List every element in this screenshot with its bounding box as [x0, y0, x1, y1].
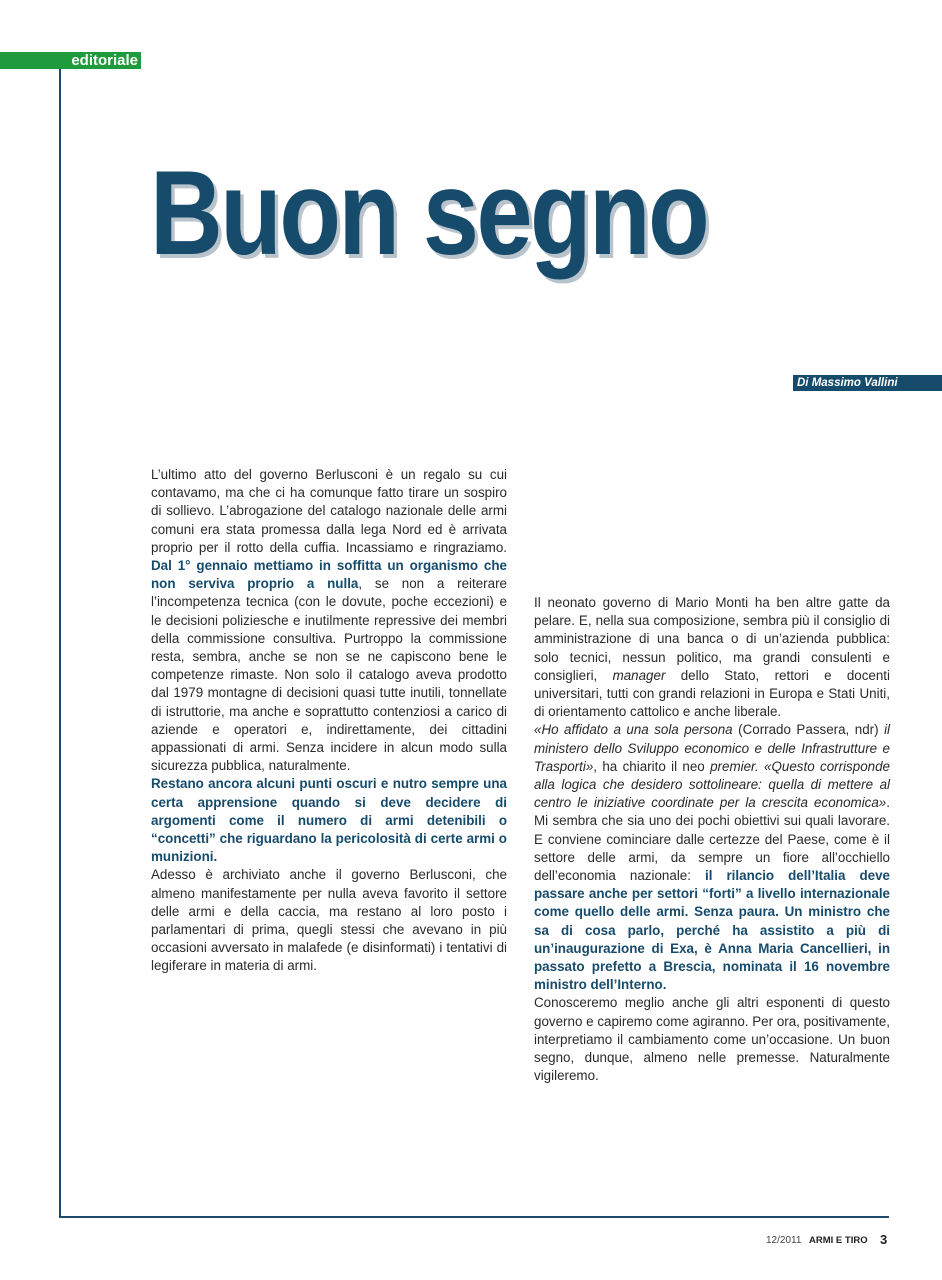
section-tag: editoriale	[0, 52, 141, 69]
footer-date: 12/2011	[766, 1235, 802, 1246]
paragraph: Adesso è archiviato anche il governo Berlusconi, che almeno manifestamente per nulla aveva favorito il settore delle armi e della caccia, ma restano al loro posto i parlamentari di prima, quegli stessi che avevano in più occasioni avversato in malafede (e disinformati) i tentativi di legiferare in materia di armi.	[151, 867, 507, 974]
author-byline: Di Massimo Vallini	[793, 375, 942, 391]
text-run: , se non a reiterare l’incompetenza tecnica (con le dovute, poche eccezioni) e le decisioni poliziesche e inutilmente repressive dei membri della commissione consultiva. Purtroppo la commissione resta, sembra, anche se non se ne capiscono bene le competenze rimaste. Non solo il catalogo aveva prodotto dal 1979 montagne di decisioni quasi tutte inutili, tonnellate di istruttorie, ma anche e soprattutto contenziosi a carico di aziende e operatori e, indirettamente, dei cittadini appassionati di armi. Senza incidere in alcun modo sulla sicurezza pubblica, naturalmente.	[151, 576, 507, 774]
text-run: (Corrado Passera, ndr)	[732, 722, 885, 738]
text-run: , ha chiarito il neo	[593, 758, 711, 774]
paragraph	[151, 466, 507, 775]
text-run: dello Stato, rettori e docenti universitari, tutti con grandi relazioni in Europa e Stati Uniti, di orientamento cattolico e anche liberale.	[534, 667, 890, 720]
text-run: . Mi sembra che sia uno dei pochi obiettivi sui quali lavorare. E conviene cominciare dalle certezze del Paese, come è il settore delle armi, da sempre un fiore all’occhiello dell’economia nazionale:	[534, 795, 890, 884]
frame-left-rule	[59, 69, 61, 1218]
quote-text: il ministero dello Sviluppo economico e delle Infrastrutture e Trasporti»	[534, 722, 891, 774]
quote-text: «Ho affidato a una sola persona	[534, 722, 733, 738]
article-column-left	[151, 466, 507, 976]
frame-bottom-rule	[59, 1216, 889, 1218]
article-column-right	[534, 594, 890, 1085]
italic-text: manager	[612, 667, 666, 683]
quote-text: premier. «Questo corrisponde alla logica che desidero sottolineare: quella di mettere al centro le iniziative coordinate per la crescita economica»	[534, 758, 890, 811]
page-title: Buon segno	[150, 146, 708, 280]
highlight-text: il rilancio dell’Italia deve passare anche per settori “forti” a livello internazionale come quello delle armi. Senza paura. Un ministro che sa di cosa parlo, perché ha assistito a più di un’inaugurazione di Exa, è Anna Maria Cancellieri, in passato prefetto a Brescia, nominata il 16 novembre ministro dell’Interno.	[534, 868, 890, 993]
footer-magazine-name: ARMI E TIRO	[809, 1235, 868, 1246]
page-number: 3	[880, 1232, 888, 1247]
paragraph	[534, 594, 890, 721]
paragraph: Conosceremo meglio anche gli altri esponenti di questo governo e capiremo come agiranno. Per ora, positivamente, interpretiamo il cambiamento come un’occasione. Un buon segno, dunque, almeno nelle premesse. Naturalmente vigileremo.	[534, 995, 890, 1084]
highlight-paragraph: Restano ancora alcuni punti oscuri e nutro sempre una certa apprensione quando si deve decidere di argomenti come il numero di armi detenibili o “concetti” che riguardano la pericolosità di certe armi o munizioni.	[151, 776, 507, 865]
paragraph	[534, 721, 890, 994]
highlight-text: Dal 1° gennaio mettiamo in soffitta un organismo che non serviva proprio a nulla	[151, 558, 507, 592]
text-run: L’ultimo atto del governo Berlusconi è un regalo su cui contavamo, ma che ci ha comunque fatto tirare un sospiro di sollievo. L’abrogazione del catalogo nazionale delle armi comuni era stata promessa dalla lega Nord ed è arrivata proprio per il rotto della cuffia. Incassiamo e ringraziamo.	[151, 467, 507, 555]
text-run: Il neonato governo di Mario Monti ha ben altre gatte da pelare. E, nella sua composizione, sembra più il consiglio di amministrazione di una banca o di un’azienda pubblica: solo tecnici, nessun politico, ma grandi consulenti e consiglieri,	[534, 595, 890, 683]
